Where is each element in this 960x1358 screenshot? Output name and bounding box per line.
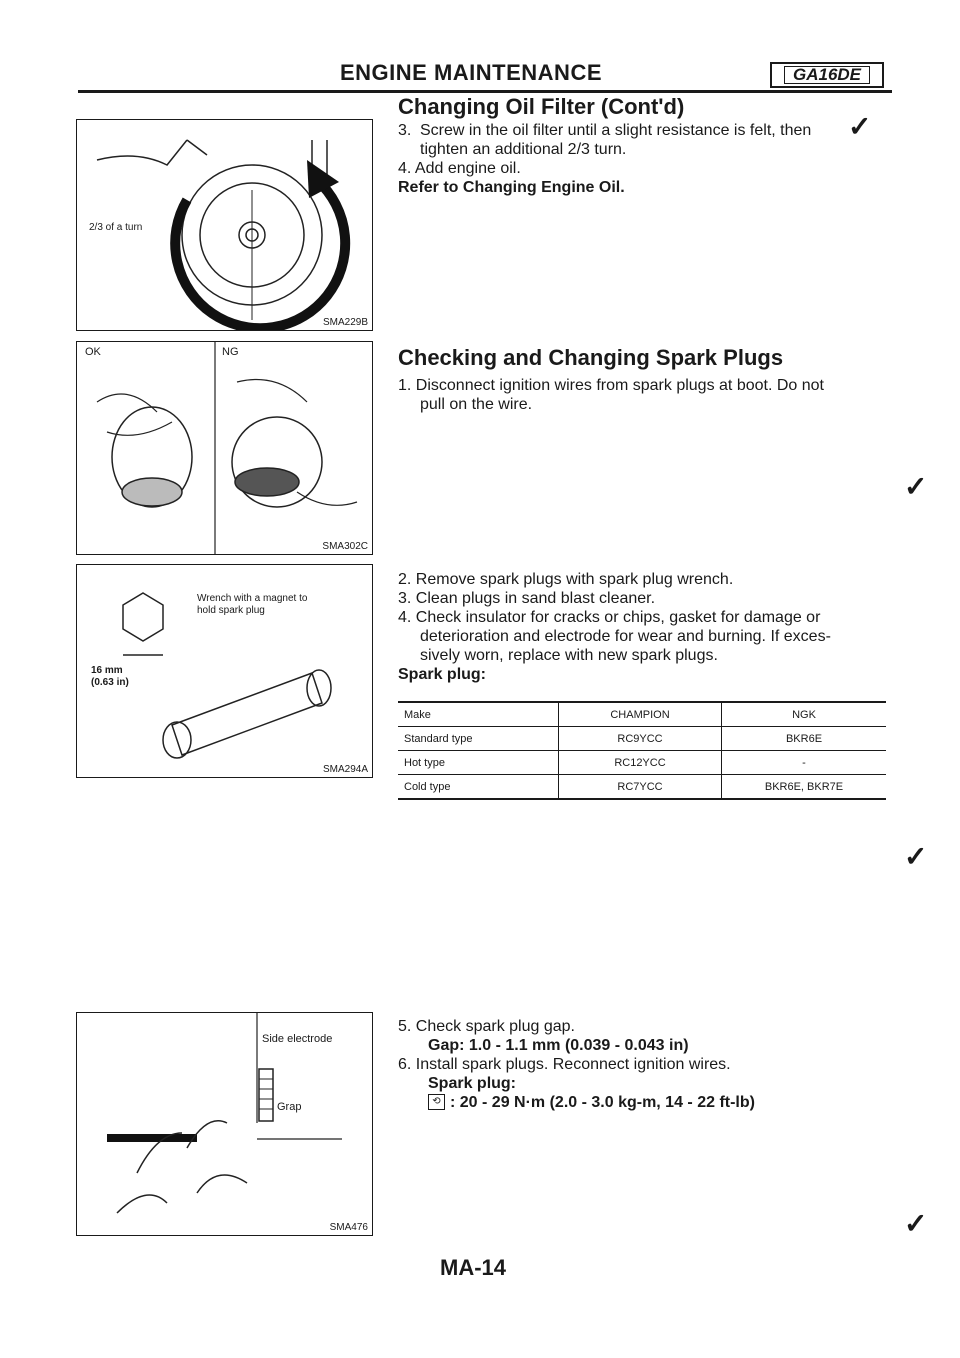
- checkmark-icon: ✓: [848, 111, 872, 142]
- spark-step4-line1: 4. Check insulator for cracks or chips, gasket for damage or: [398, 609, 821, 626]
- section-title-oil-filter: Changing Oil Filter (Cont'd): [398, 94, 685, 119]
- figure-ignition-wire: [76, 341, 373, 555]
- checkmark-icon: ✓: [904, 841, 928, 872]
- page-header-title: ENGINE MAINTENANCE: [340, 60, 603, 85]
- checkmark-icon: ✓: [904, 1208, 928, 1239]
- table-cell: NGK: [722, 702, 887, 727]
- fig4-side-electrode: Side electrode: [262, 1033, 333, 1045]
- spark-step2: 2. Remove spark plugs with spark plug wrench.: [398, 571, 734, 588]
- table-cell: RC12YCC: [559, 751, 722, 775]
- gap-spec: Gap: 1.0 - 1.1 mm (0.039 - 0.043 in): [428, 1037, 689, 1054]
- ignition-wire-illustration: [77, 342, 372, 554]
- fig3-caption-line1: Wrench with a magnet to: [197, 593, 308, 604]
- model-badge-label: GA16DE: [784, 66, 870, 84]
- spark-step1-line1: 1. Disconnect ignition wires from spark plugs at boot. Do not: [398, 377, 824, 394]
- spark-step5: 5. Check spark plug gap.: [398, 1018, 575, 1035]
- fig3-caption-line2: hold spark plug: [197, 605, 265, 616]
- fig3-size-line1: 16 mm: [91, 665, 123, 676]
- page-number: MA-14: [440, 1255, 507, 1280]
- table-cell: Make: [398, 702, 559, 727]
- table-row: [398, 702, 886, 727]
- spec2-heading: Spark plug:: [428, 1075, 517, 1092]
- spark-step1-line2: pull on the wire.: [420, 396, 533, 413]
- table-cell: -: [722, 751, 887, 775]
- spark-step4-line2: deterioration and electrode for wear and burning. If exces-: [420, 628, 831, 645]
- fig3-label: SMA294A: [322, 764, 368, 775]
- oil-step3-line1: Screw in the oil filter until a slight resistance is felt, then: [420, 122, 812, 139]
- table-cell: Hot type: [398, 751, 559, 775]
- gap-illustration: [77, 1013, 372, 1235]
- fig2-label: SMA302C: [322, 541, 368, 552]
- fig1-caption: 2/3 of a turn: [89, 222, 143, 233]
- spark-plug-spec-table: [398, 701, 886, 800]
- fig3-size-line2: (0.63 in): [91, 677, 129, 688]
- oil-ref: Refer to Changing Engine Oil.: [398, 179, 625, 196]
- spec-heading: Spark plug:: [398, 666, 487, 683]
- oil-step3-num: 3.: [398, 122, 412, 139]
- figure-oil-filter: [76, 119, 373, 331]
- table-cell: CHAMPION: [559, 702, 722, 727]
- table-row: [398, 727, 886, 751]
- table-cell: BKR6E, BKR7E: [722, 775, 887, 800]
- table-cell: RC9YCC: [559, 727, 722, 751]
- fig1-label: SMA229B: [322, 317, 368, 328]
- figure-spark-plug-wrench: [76, 564, 373, 778]
- table-cell: Standard type: [398, 727, 559, 751]
- table-cell: RC7YCC: [559, 775, 722, 800]
- model-badge: [770, 62, 884, 88]
- fig4-gap-label: Grap: [277, 1101, 302, 1113]
- spark-step3: 3. Clean plugs in sand blast cleaner.: [398, 590, 656, 607]
- table-cell: BKR6E: [722, 727, 887, 751]
- oil-step4: 4. Add engine oil.: [398, 160, 521, 177]
- spark-step6: 6. Install spark plugs. Reconnect ignition wires.: [398, 1056, 731, 1073]
- spark-step4-line3: sively worn, replace with new spark plugs.: [420, 647, 718, 664]
- header-rule: [78, 90, 892, 93]
- torque-spec: : 20 - 29 N·m (2.0 - 3.0 kg-m, 14 - 22 ft-lb): [450, 1094, 755, 1111]
- table-cell: Cold type: [398, 775, 559, 800]
- fig4-label: SMA476: [329, 1222, 368, 1233]
- checkmark-icon: ✓: [904, 471, 928, 502]
- figure-spark-plug-gap: [76, 1012, 373, 1236]
- table-row: [398, 775, 886, 800]
- section-title-spark-plugs: Checking and Changing Spark Plugs: [398, 345, 784, 370]
- table-row: [398, 751, 886, 775]
- fig2-ng: NG: [222, 346, 239, 358]
- oil-step3-line2: tighten an additional 2/3 turn.: [420, 141, 627, 158]
- torque-wrench-icon: ⟲: [428, 1094, 445, 1110]
- fig2-ok: OK: [85, 346, 101, 358]
